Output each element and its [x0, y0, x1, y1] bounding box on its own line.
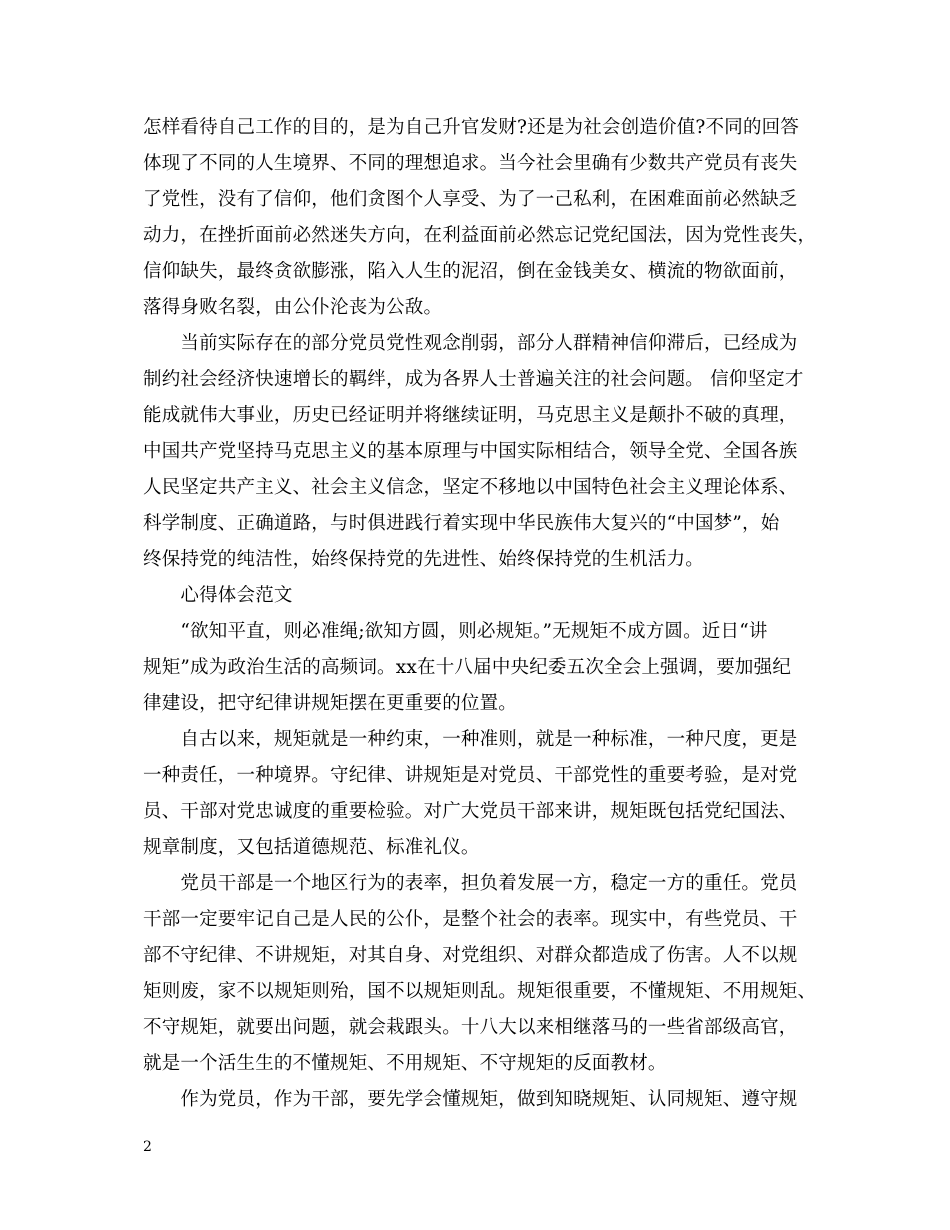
text-line: 能成就伟大事业，历史已经证明并将继续证明，马克思主义是颠扑不破的真理， [143, 405, 798, 426]
text-line: 不守规矩，就要出问题，就会栽跟头。十八大以来相继落马的一些省部级高官， [143, 1017, 798, 1038]
text-line: 规章制度，又包括道德规范、标准礼仪。 [143, 837, 480, 858]
text-line: 了党性，没有了信仰，他们贪图个人享受、为了一己私利，在困难面前必然缺乏 [143, 189, 798, 210]
text-line: 矩则废，家不以规矩则殆，国不以规矩则乱。规矩很重要，不懂规矩、不用规矩、 [143, 981, 817, 1002]
text-line: 作为党员，作为干部，要先学会懂规矩，做到知晓规矩、认同规矩、遵守规 [143, 1089, 798, 1110]
page-number: 2 [143, 1139, 152, 1155]
text-line: 体现了不同的人生境界、不同的理想追求。当今社会里确有少数共产党员有丧失 [143, 153, 798, 174]
text-line: 科学制度、正确道路，与时俱进践行着实现中华民族伟大复兴的“中国梦”，始 [143, 513, 780, 534]
text-line: 人民坚定共产主义、社会主义信念，坚定不移地以中国特色社会主义理论体系、 [143, 477, 798, 498]
text-line: 终保持党的纯洁性，始终保持党的先进性、始终保持党的生机活力。 [143, 549, 705, 570]
text-line: 中国共产党坚持马克思主义的基本原理与中国实际相结合，领导全党、全国各族 [143, 441, 798, 462]
section-heading: 心得体会范文 [143, 585, 293, 606]
text-line: 就是一个活生生的不懂规矩、不用规矩、不守规矩的反面教材。 [143, 1053, 667, 1074]
text-line: 当前实际存在的部分党员党性观念削弱，部分人群精神信仰滞后，已经成为 [143, 333, 798, 354]
text-line: 律建设，把守纪律讲规矩摆在更重要的位置。 [143, 693, 518, 714]
text-line: 信仰缺失，最终贪欲膨涨，陷入人生的泥沼，倒在金钱美女、横流的物欲面前， [143, 261, 798, 282]
text-line: 落得身败名裂，由公仆沦丧为公敌。 [143, 297, 443, 318]
text-line: 干部一定要牢记自己是人民的公仆，是整个社会的表率。现实中，有些党员、干 [143, 909, 798, 930]
text-line: 部不守纪律、不讲规矩，对其自身、对党组织、对群众都造成了伤害。人不以规 [143, 945, 798, 966]
text-line: 动力，在挫折面前必然迷失方向，在利益面前必然忘记党纪国法，因为党性丧失， [143, 225, 817, 246]
text-line: 一种责任，一种境界。守纪律、讲规矩是对党员、干部党性的重要考验，是对党 [143, 765, 798, 786]
text-line: 规矩”成为政治生活的高频词。xx在十八届中央纪委五次全会上强调，要加强纪 [143, 657, 792, 678]
text-line: 怎样看待自己工作的目的，是为自己升官发财?还是为社会创造价值?不同的回答 [143, 117, 800, 138]
text-line: 员、干部对党忠诚度的重要检验。对广大党员干部来讲，规矩既包括党纪国法、 [143, 801, 798, 822]
text-line: 制约社会经济快速增长的羁绊，成为各界人士普遍关注的社会问题。 信仰坚定才 [143, 369, 804, 390]
text-line: 自古以来，规矩就是一种约束，一种准则，就是一种标准，一种尺度，更是 [143, 729, 798, 750]
text-line: “欲知平直，则必准绳;欲知方圆，则必规矩。”无规矩不成方圆。近日“讲 [143, 621, 768, 642]
text-line: 党员干部是一个地区行为的表率，担负着发展一方，稳定一方的重任。党员 [143, 873, 798, 894]
